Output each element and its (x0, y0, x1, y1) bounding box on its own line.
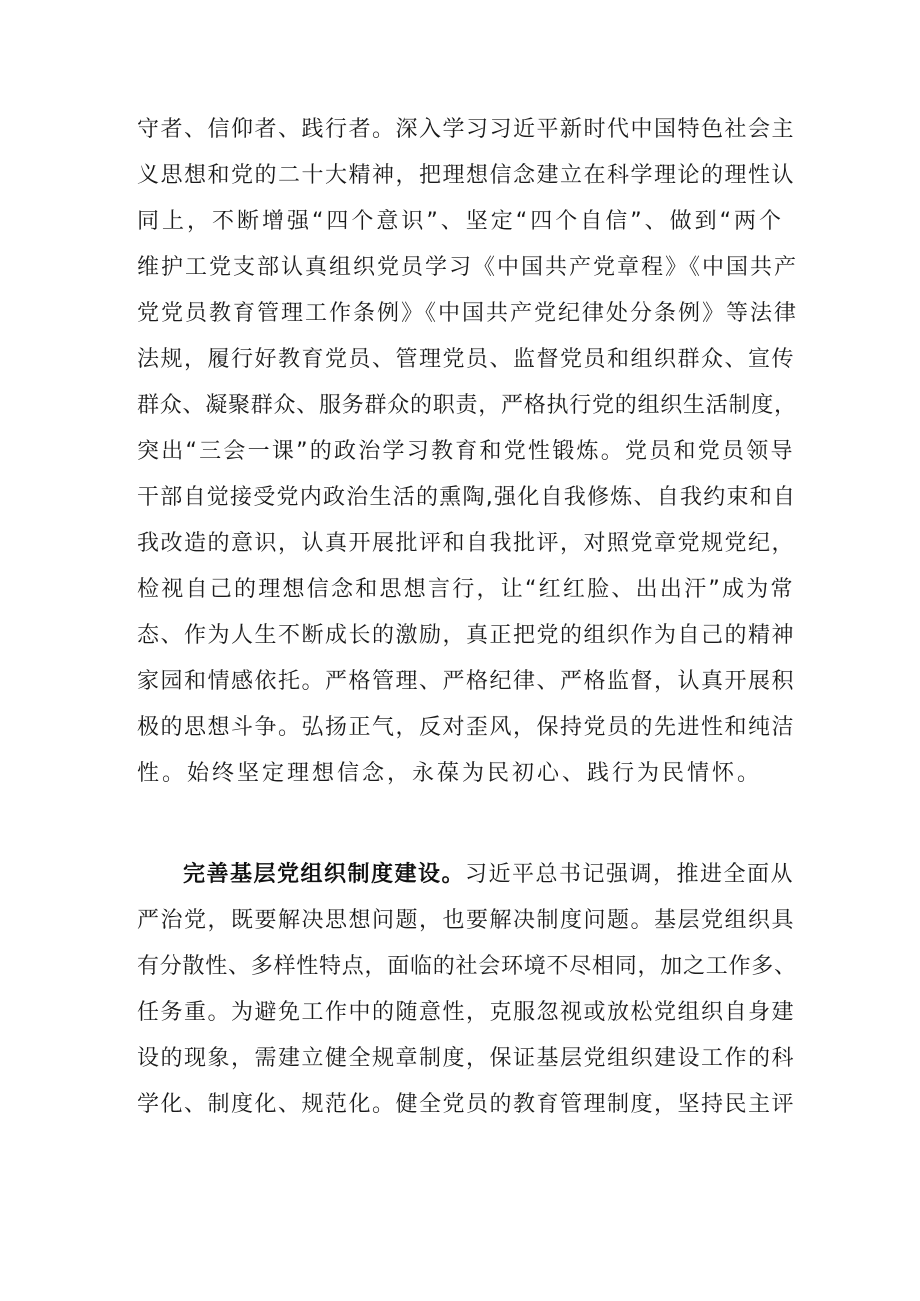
text-line: 守者、信仰者、践行者。深入学习习近平新时代中国特色社会主 (137, 117, 796, 142)
text-line: 态、作为人生不断成长的激励，真正把党的组织作为自己的精神 (137, 623, 796, 648)
text-line: 法规，履行好教育党员、管理党员、监督党员和组织群众、宣传 (137, 347, 796, 372)
text-line: 严治党，既要解决思想问题，也要解决制度问题。基层党组织具 (137, 908, 796, 933)
section-lead-heading: 完善基层党组织制度建设。 (183, 862, 466, 887)
text-line: 党党员教育管理工作条例》《中国共产党纪律处分条例》等法律 (137, 301, 799, 326)
text-line: 任务重。为避免工作中的随意性，克服忽视或放松党组织自身建 (137, 1000, 796, 1025)
paragraph-first-line (183, 860, 794, 890)
text-line: 极的思想斗争。弘扬正气，反对歪风，保持党员的先进性和纯洁 (137, 715, 796, 740)
text-line: 家园和情感依托。严格管理、严格纪律、严格监督，认真开展积 (137, 669, 796, 694)
text-line: 有分散性、多样性特点，面临的社会环境不尽相同，加之工作多、 (137, 954, 797, 979)
text-line: 性。始终坚定理想信念，永葆为民初心、践行为民情怀。 (137, 761, 763, 786)
text-line: 义思想和党的二十大精神，把理想信念建立在科学理论的理性认 (137, 163, 796, 188)
text-line: 设的现象，需建立健全规章制度，保证基层党组织建设工作的科 (137, 1046, 796, 1071)
text-line: 我改造的意识，认真开展批评和自我批评，对照党章党规党纪， (137, 531, 796, 556)
text-line: 检视自己的理想信念和思想言行，让“红红脸、出出汗”成为常 (137, 577, 795, 602)
text-line: 同上，不断增强“四个意识”、坚定“四个自信”、做到“两个 (137, 209, 784, 234)
text-line: 干部自觉接受党内政治生活的熏陶,强化自我修炼、自我约束和自 (137, 485, 797, 510)
text-line: 群众、凝聚群众、服务群众的职责，严格执行党的组织生活制度， (137, 393, 797, 418)
text-line: 维护工党支部认真组织党员学习《中国共产党章程》《中国共产 (137, 255, 799, 280)
text-segment: 习近平总书记强调，推进全面从 (465, 862, 795, 887)
text-line: 学化、制度化、规范化。健全党员的教育管理制度，坚持民主评 (137, 1092, 796, 1117)
text-line: 突出“三会一课”的政治学习教育和党性锻炼。党员和党员领导 (137, 439, 795, 464)
